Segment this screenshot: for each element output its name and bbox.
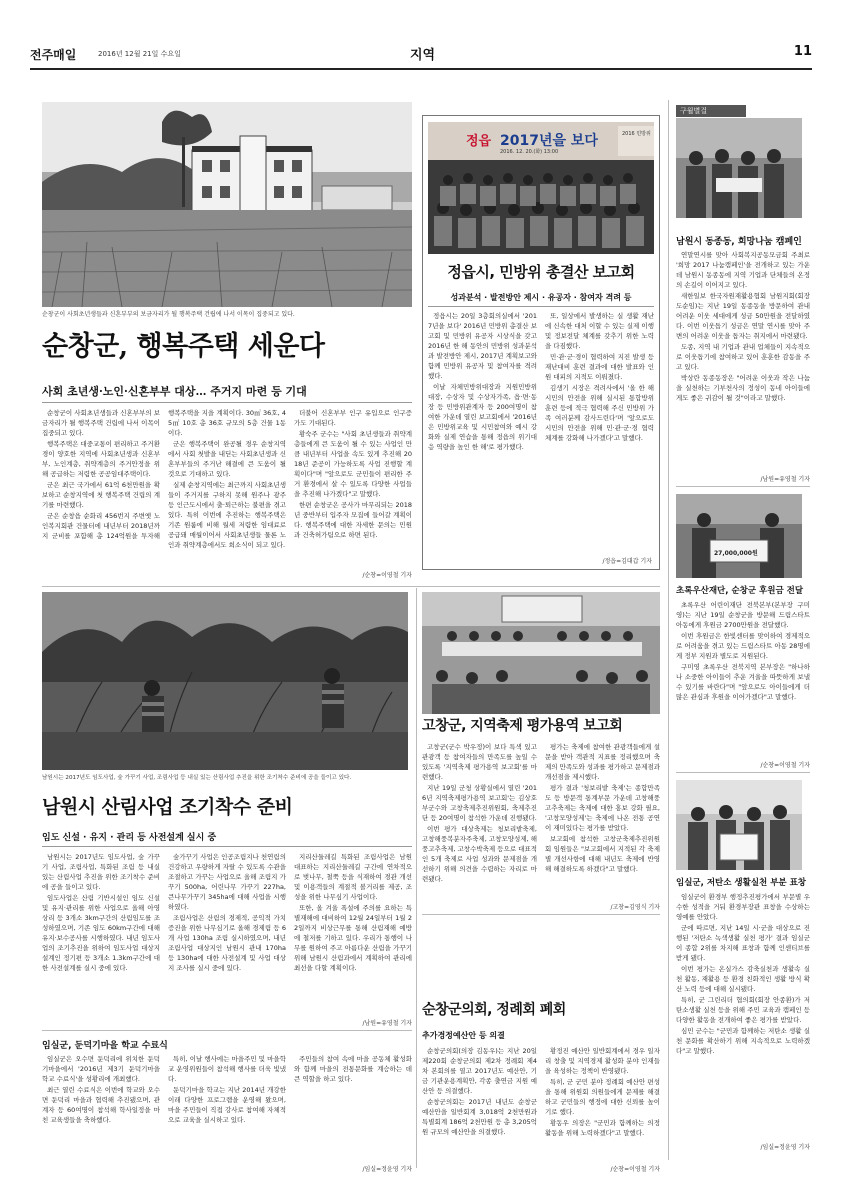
paragraph: 특히, 군 그린리더 협의회(회장 안종환)가 저탄소생활 실천 등을 위해 주민 교육과 캠페인 등 다양한 활동을 전개하여 좋은 평가를 받았다.: [676, 996, 810, 1024]
a8-body: [42, 1054, 412, 1164]
paragraph: 박상란 동종동장은 "어려운 이웃과 작은 나눔을 실천하는 기부천사의 정성이 동네 아이들에게도 좋은 귀감이 될 것"이라고 말했다.: [676, 374, 810, 402]
a9-headline: 임실군, 저탄소 생활실천 부분 표창: [676, 878, 807, 888]
paragraph: 또, 일상에서 발생하는 실 생활 재난에 신속한 대처 이할 수 있는 실제 이행 및 정보전달 체계를 갖추기 위한 노력을 다짐했다.: [545, 312, 654, 350]
middle-column-rule: [416, 588, 417, 1168]
award-photo: [676, 780, 802, 870]
paragraph: 순창군의회는 2017년 내년도 순창군 예산안을 일반회계 3,018억 2천만원과 특별회계 186억 2천만원 등 총 3,205억원 규모의 예산안을 의결했다.: [422, 1098, 537, 1136]
a8-headline: 임실군, 둔덕기마을 학교 수료식: [42, 1041, 168, 1051]
civil-defense-group-photo: [428, 122, 654, 254]
a1-byline: /순창=이영철 기자: [362, 572, 412, 579]
paragraph: 정읍시는 20일 3층회의실에서 '2017년을 보다' 2016년 민방위 총결산 보고회 및 민방위 유공자 시상식을 갖고 2016년 한 해 동안의 민방위 성과분석과 발전방안 제시, 2017년 계획보고와 함께 민방위 유공자 및 참여자를 격려했다.: [428, 312, 537, 380]
paragraph: 지난 19일 군청 상황실에서 열린 '2016년 지역축제평가용역 보고회'는 김상호 부군수와 고창축제추진위원회, 축제추진단 등 20여명이 참석한 가운데 진행됐다.: [422, 784, 537, 822]
a1-headline: 순창군, 행복주택 세운다: [42, 331, 325, 362]
a5-body: [42, 852, 412, 1018]
section-name: 지역: [410, 48, 436, 63]
page-header: [30, 44, 812, 66]
a2-byline: /정읍=김대갑 기자: [602, 558, 652, 565]
paragraph: 임실군은 오수면 둔덕리에 위치한 둔덕기마을에서 '2016년 제3기 둔덕기마을 학교 수료식'을 성황리에 개최했다.: [42, 1055, 160, 1083]
paragraph: 군은 순창읍 순화리 456번지 주변옛 노인복지회관 건물터에 내년부터 2018년까지 군비를 포함해 총 124억원을 투자해 행복주택을 지을 계획이다. 30㎡ 36호, 45㎡ 10호 총 36호 규모의 5층 건물 1동이다.: [42, 409, 286, 540]
a4-divider: [676, 772, 810, 773]
paragraph: 특히, 군 군민 분야 정례회 예산안 편성을 통해 위원회 의원들에게 문제를 해결하고 군민들의 행정에 대한 신뢰를 높이기로 했다.: [545, 1078, 660, 1116]
a3-headline: 남원시 동종동, 희망나눔 캠페인: [676, 237, 802, 247]
paragraph: 구미영 초록우산 전북지역 본부장은 "하나하나 소중한 아이들이 추운 겨울을 따뜻하게 보낼 수 있기를 바란다"며 "앞으로도 아이들에게 더 많은 관심과 후원을 이어가겠다"고 말했다.: [676, 663, 810, 701]
a7-headline: 순창군의회, 정례회 폐회: [422, 1002, 566, 1018]
a4-byline: /순창=이영철 기자: [760, 762, 810, 769]
paragraph: 심민 군수는 "군민과 함께하는 저탄소 생활 실천 문화를 확산하기 위해 지속적으로 노력하겠다"고 말했다.: [676, 1027, 810, 1055]
paragraph: 초록우산 어린이재단 전북본부(본부장 구미영)는 지난 19일 순창군을 방문해 드림스타트아동에게 후원금 2700만원을 전달했다.: [676, 601, 810, 629]
paragraph: 고창군(군수 박우정)이 보다 특색 있고 관광객 등 참여자들의 만족도를 높일 수 있도록 '지역축제 평가용역 보고회'를 마련했다.: [422, 743, 537, 781]
a5-byline: /남원=유영철 기자: [362, 1020, 412, 1027]
a8-byline: /임실=정윤영 기자: [362, 1166, 412, 1173]
paragraph: 도종, 지역 내 기업과 관내 업체들이 지속적으로 이웃돕기에 참여하고 있어 훈훈한 감동을 주고 있다.: [676, 343, 810, 371]
a3-section-tab: 구월별걸: [676, 105, 746, 117]
paragraph: 조림사업은 산림의 경제적, 공익적 가치 증진을 위한 나무심기로 올해 경제림 등 6개 사업 130ha 조림 실시하였으며, 내년 조림사업 대상지인 남원시 관내 170ha 등 130ha에 대한 사전설계 및 사업 대상지 조사를 실시 중에 있다.: [168, 914, 286, 972]
paragraph: 이번 평가는 온실가스 감축실천과 생활속 실천 활동, 재활용 등 환경 친화적인 생활 방식 확산 노력 등에 대해 실시됐다.: [676, 965, 810, 993]
paragraph: 숲가꾸기 사업은 인공조림지나 천연림의 건강하고 우량하게 자랄 수 있도록 수관을 조절하고 가꾸는 사업으로 올해 조림지 가꾸기 500ha, 어린나무 가꾸기 227ha, 큰나무가꾸기 345ha에 대해 사업을 시행하였다.: [168, 853, 286, 911]
a6-bottom-rule: [422, 914, 660, 915]
middle-divider: [42, 586, 660, 587]
banner-title: 2017년을 보다: [500, 133, 598, 149]
housing-photo-caption: 순창군이 사회초년생들과 신혼부부의 보금자리가 될 행복주택 건립에 나서 이목이 집중되고 있다.: [42, 311, 295, 318]
paragraph: 연말연시를 맞아 사회복지공동모금회 주최로 '희망 2017 나눔캠페인'을 전개하고 있는 가운데 남원시 동종동에 지역 기업과 단체들의 온정의 손길이 이어지고 있다.: [676, 251, 810, 289]
festival-report-photo: [422, 592, 660, 714]
issue-date: 2016년 12월 21일 수요일: [98, 50, 181, 58]
a3-divider: [676, 486, 810, 487]
a2-subheadline: 성과분석 · 발전방안 제시 · 유공자 · 참여자 격려 등: [450, 293, 632, 302]
a9-body: [676, 892, 810, 1142]
paragraph: 군은 최근 국가에서 61억 6천만원을 확보하고 순창지역에 첫 행복주택 건립의 계기를 마련했다.: [42, 481, 160, 509]
a5-headline: 남원시 산림사업 조기착수 준비: [42, 796, 293, 818]
a6-body: [422, 742, 660, 900]
a7-body: [422, 1046, 660, 1162]
paragraph: 황숙주 군수는 "사회 초년생들과 취약계층들에게 큰 도움이 될 수 있는 사업인 만큼 내년부터 사업을 속도 있게 추진해 2018년 준공이 가능하도록 사업 진행할 계획이다"며 "앞으로도 군민들이 편리한 주거 환경에서 살 수 있도록 다양한 사업들을 추진해 나가겠다"고 말했다.: [294, 430, 412, 498]
paragraph: 순창군의회(의장 김동우)는 지난 20일 제220회 순창군의회 제2차 정례회 제4차 본회의를 열고 2017년도 예산안, 기금 기관운용계획안, 각종 출연금 지원 예산안 등 의결했다.: [422, 1047, 537, 1095]
paragraph: 주민들의 참여 속에 마을 공동체 활성화와 함께 마을의 전통문화를 계승하는 데 큰 역할을 하고 있다.: [294, 1055, 412, 1083]
paragraph: 이번 평가 대상축제는 청보리밭축제, 고창해풍복분자주축제, 고창모양성제, 해풍고추축제, 고창수박축제 등으로 대표적인 5개 축제로 사업 성과와 문제점을 개선하기 위해 의견을 수렴하는 자리로 마련됐다.: [422, 825, 538, 883]
header-rule: [30, 68, 812, 70]
paragraph: 황정진 예산안 일반회계에서 경우 일자리 창출 및 지역경제 활성화 분야 인재들을 육성하는 정책이 반영됐다.: [545, 1047, 660, 1075]
a7-byline: /순창=이영철 기자: [610, 1166, 660, 1173]
paragraph: 황동우 의장은 "군민과 함께하는 의정활동을 위해 노력하겠다"고 말했다.: [545, 1119, 660, 1137]
donation-photo-1: [676, 118, 802, 218]
forest-photo-caption: 남원시는 2017년도 임도사업, 숲 가꾸기 사업, 조림사업 등 내실 있는 산림사업 추진을 위한 조기착수 준비에 공을 들이고 있다.: [42, 775, 352, 781]
paragraph: 보고회에 참석한 고창군축제추진위원회 임원들은 "보고회에서 지적된 각 축제별 개선사항에 대해 내년도 축제에 반영해 해결하도록 하겠다"고 말했다.: [545, 835, 660, 873]
paragraph: 한편 순창군은 공사가 마무리되는 2018년 중반부터 입주자 모집에 들어갈 계획이다. 행복주택에 대한 자세한 문의는 민원과 건축허가팀으로 하면 된다.: [294, 501, 412, 539]
paragraph: 둔덕기마을 학교는 지난 2014년 개강한 이래 다양한 프로그램을 운영해 왔으며, 마을 주민들이 직접 강사로 참여해 자체적으로 교육을 실시하고 있다.: [168, 1086, 286, 1124]
a1-rule: [42, 402, 412, 403]
a2-headline: 정읍시, 민방위 총결산 보고회: [447, 263, 635, 281]
a2-body: [428, 311, 654, 554]
paragraph: 행복주택은 대중교통이 편리하고 주거환경이 양호한 지역에 사회초년생과 신혼부부, 노인계층, 취약계층의 주거안정을 위해 공급하는 저렴한 공공임대주택이다.: [42, 440, 160, 478]
a5-rule: [42, 846, 412, 847]
paragraph: 실제 순창지역에는 최근까지 사회초년생들이 주거지를 구하지 못해 원주나 광주 등 인근도시에서 출·퇴근하는 불편을 겪고 있다. 특히 이번에 추진하는 행복주택은 기존 원룸에 비해 월세 저렴한 임대료로 공급돼 매월이어서 사회초년생들 물론 노인과 취약계층에서도 희소식이 되고 있다.: [168, 481, 286, 549]
paragraph: 평가는 축제에 참여한 관광객들에게 설문을 받아 객관적 지표를 정리했으며 축제의 만족도와 성과를 평가하고 문제점과 개선점을 제시했다.: [545, 743, 660, 781]
paragraph: 김생기 시장은 격려사에서 '올 한 해 시민의 안전을 위해 실시된 통합방위 훈련 등에 적극 협력해 주신 민방위 가족 여러분께 감사드린다'며 '앞으로도 시민의 안전을 위해 민·관·군·경 협력 체계를 강화해 나가겠다'고 말했다.: [545, 384, 654, 442]
housing-site-photo: [42, 102, 412, 307]
a6-byline: /고창=김영식 기자: [610, 904, 660, 911]
paragraph: 더불어 신혼부부 인구 유입으로 인구증가도 기대된다.: [294, 409, 412, 427]
a1-subheadline: 사회 초년생·노인·신혼부부 대상… 주거지 마련 등 기대: [42, 385, 307, 398]
paragraph: 또한, 올 겨울 폭설에 주의를 요하는 특별재해에 대비하여 12월 24일부터 1월 22일까지 비상근무를 통해 산림재해 예방에 철저를 기하고 있다. 우리가 통행이 나무를 원하여 주고 아름다운 산림을 가꾸기 위해 남원시 산림과에서 계획하여 관리에 최선을 다할 계획이다.: [294, 904, 412, 972]
banner-date: 2016. 12. 20.(화) 13:00: [500, 149, 559, 155]
paragraph: 특히, 이날 행사에는 마을주민 및 마을학교 운영위원들이 참석해 행사를 더욱 빛냈다.: [168, 1055, 286, 1083]
a5-subheadline: 임도 신설 · 유지 · 관리 등 사전설계 실시 중: [42, 833, 217, 843]
a9-byline: /임실=정윤영 기자: [760, 1144, 810, 1151]
page-number: 11: [793, 44, 812, 59]
a5-bottom-rule: [42, 1030, 412, 1031]
banner-title-prefix: 정읍: [466, 134, 492, 149]
paragraph: 임도사업은 산림 기반시설인 임도 신설 및 유지·관리를 위한 사업으로 올해 아영 상리 등 3개소 3km구간의 산림임도를 조성하였으며, 기존 임도 60km구간에 대해 유지·보수공사를 시행하였다. 내년 임도사업의 조기추진을 위하여 임도사업 대상지 설계인 정기편 등 3개소 1.3km구간에 대한 사전설계를 실시 중에 있다.: [42, 894, 160, 972]
brand-name: 전주매일: [30, 48, 77, 62]
right-column-rule: [668, 100, 669, 1160]
paragraph: 순창군이 사회초년생들과 신혼부부의 보금자리가 될 행복주택 건립에 나서 이목이 집중되고 있다.: [42, 409, 160, 437]
paragraph: 임실군이 환경부 행정추진평가에서 부문별 우수한 성적을 거둬 환경부장관 표창을 수상하는 영예를 안았다.: [676, 893, 810, 921]
paragraph: 남원시는 2017년도 임도사업, 숲 가꾸기 사업, 조림사업, 특화된 조림 등 내실 있는 산림사업 추진을 위한 조기착수 준비에 공을 들이고 있다.: [42, 853, 160, 891]
cheque-amount: 27,000,000원: [714, 550, 758, 557]
a6-headline: 고창군, 지역축제 평가용역 보고회: [422, 718, 623, 734]
paragraph: 군은 행복주택이 완공될 경우 순창지역에서 사회 첫발을 내딛는 사회초년생과 신혼부부들의 주거난 해결에 큰 도움이 될 것으로 기대하고 있다.: [168, 440, 286, 478]
a3-byline: /남원=유영철 기자: [760, 476, 810, 483]
a7-subheadline: 추가경정예산안 등 의결: [422, 1031, 505, 1040]
a4-headline: 초록우산재단, 순창군 후원금 전달: [676, 586, 804, 596]
a1-body: [42, 408, 412, 570]
paragraph: 새한일보 한국자원재활용협회 남원지회(회장 도순임)는 지난 19일 동종동을 방문하여 관내 어려운 이웃 세대에게 성금 50만원을 전달하였다. 이번 이웃돕기 성금은 연말 연시를 맞아 주변의 어려운 이웃을 돕자는 취지에서 마련됐다.: [676, 292, 810, 340]
a4-body: [676, 600, 810, 760]
a3-body: [676, 250, 810, 472]
paragraph: 이번 후원금은 한빛센터를 맞이하여 경제적으로 어려움을 겪고 있는 드림스타트 아동 28명에게 정부 지원과 별도로 지원된다.: [676, 632, 810, 660]
paragraph: 이날 자체민방위대장과 지원민방위대장, 수상자 및 수상자가족, 읍·면·동장 등 민방위관계자 등 200여명이 참여한 가운데 열린 보고회에서 '2016년은 민방위교육 및 시민참여와 예시 강화와 실제 연습을 통해 정읍의 위기대응 역량을 높인 한 해'로 평가했다.: [428, 383, 537, 451]
cheque-photo: [676, 494, 802, 578]
paragraph: 지리산둘레길 특화된 조림사업은 남원 대표하는 지리산둘레길 구간에 연차적으로 벚나무, 철쭉 등을 식재하여 경관 개선 및 이용객들의 계절적 볼거리를 제공, 조성을 위한 나무심기 사업이다.: [294, 853, 412, 901]
paragraph: 평가 결과 '청보리밭 축제'는 종합만족도 등 방문객 통계부문 가운데 고창해풍고추축제는 축제에 대한 홍보 강화 필요, '고창모양성제'는 축제에 나온 전통 공연이 재미있다는 평가를 받았다.: [545, 784, 660, 832]
paragraph: 최근 열린 수료식은 이번에 학교와 오수면 둔덕리 마을과 협력해 추진됐으며, 관계자 등 60여명이 참석해 학사일정을 마친 교육생들을 축하했다.: [42, 1086, 160, 1124]
banner-side-text: 2016 민방위: [622, 131, 651, 137]
forest-work-photo: [42, 592, 408, 770]
paragraph: 민·관·군·경이 협력하여 지진 발생 등 재난대비 훈련 결과에 대한 발표와 인원 대피의 지적도 이뤄졌다.: [545, 353, 654, 381]
a2-rule: [428, 306, 654, 307]
paragraph: 군에 따르면, 지난 14일 시·군을 대상으로 진행된 '저탄소 녹색생활 실천 평가' 결과 임실군이 종합 2위를 차지해 표창과 함께 인센티브를 받게 됐다.: [676, 924, 810, 962]
